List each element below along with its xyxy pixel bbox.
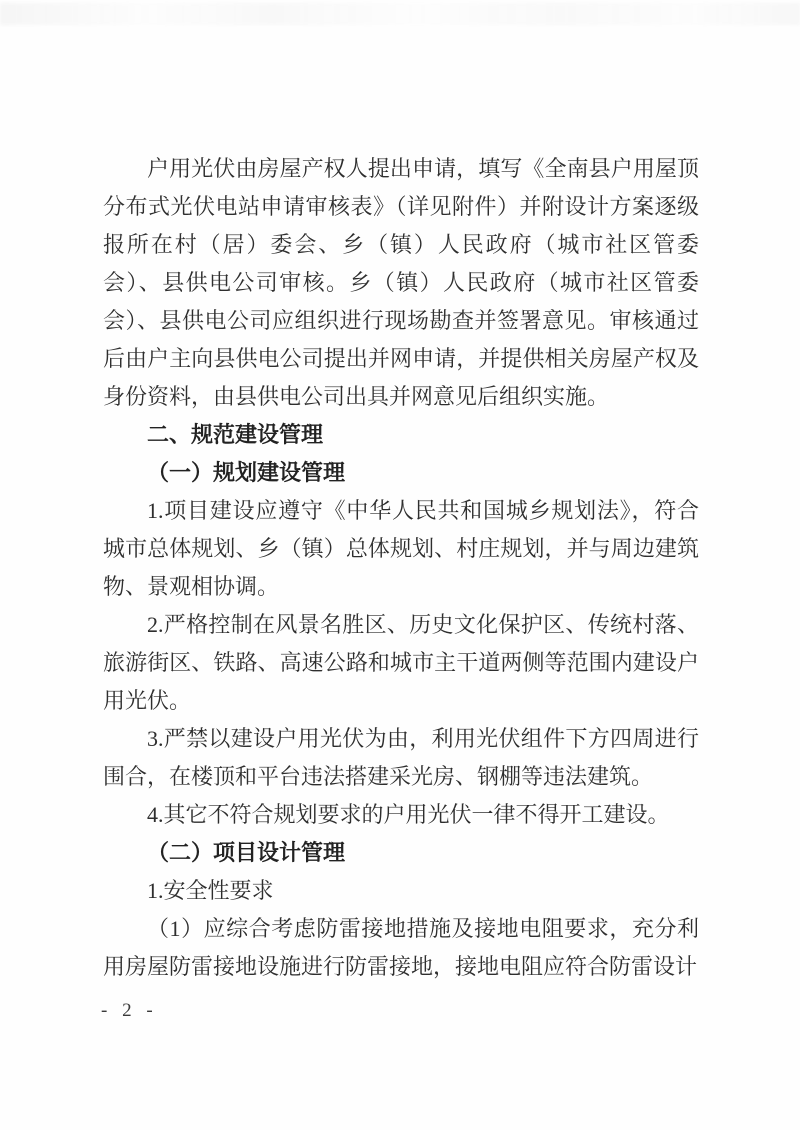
scan-artifact xyxy=(0,3,800,25)
paragraph-planning-item-2: 2.严格控制在风景名胜区、历史文化保护区、传统村落、旅游街区、铁路、高速公路和城市主干道两侧等范围内建设户用光伏。 xyxy=(103,612,699,713)
paragraph-planning-item-3: 3.严禁以建设户用光伏为由，利用光伏组件下方四周进行围合，在楼顶和平台违法搭建采光房、钢棚等违法建筑。 xyxy=(103,726,699,789)
heading-section-2-construction-management: 二、规范建设管理 xyxy=(147,422,324,447)
paragraph-safety-requirements: 1.安全性要求 xyxy=(147,878,274,903)
document-body xyxy=(103,150,699,986)
page-number: - 2 - xyxy=(101,1000,158,1021)
paragraph-planning-item-4: 4.其它不符合规划要求的户用光伏一律不得开工建设。 xyxy=(147,802,670,827)
heading-subsection-2-design-management: （二）项目设计管理 xyxy=(147,840,346,865)
heading-subsection-1-planning-management: （一）规划建设管理 xyxy=(147,460,346,485)
paragraph-planning-item-1: 1.项目建设应遵守《中华人民共和国城乡规划法》，符合城市总体规划、乡（镇）总体规划、村庄规划，并与周边建筑物、景观相协调。 xyxy=(103,498,699,599)
paragraph-lightning-grounding-requirement: （1）应综合考虑防雷接地措施及接地电阻要求，充分利用房屋防雷接地设施进行防雷接地，接地电阻应符合防雷设计 xyxy=(103,916,699,979)
paragraph-application-procedure: 户用光伏由房屋产权人提出申请，填写《全南县户用屋顶分布式光伏电站申请审核表》（详见附件）并附设计方案逐级报所在村（居）委会、乡（镇）人民政府（城市社区管委会）、县供电公司审核。乡（镇）人民政府（城市社区管委会）、县供电公司应组织进行现场勘查并签署意见。审核通过后由户主向县供电公司提出并网申请，并提供相关房屋产权及身份资料，由县供电公司出具并网意见后组织实施。 xyxy=(103,156,699,409)
